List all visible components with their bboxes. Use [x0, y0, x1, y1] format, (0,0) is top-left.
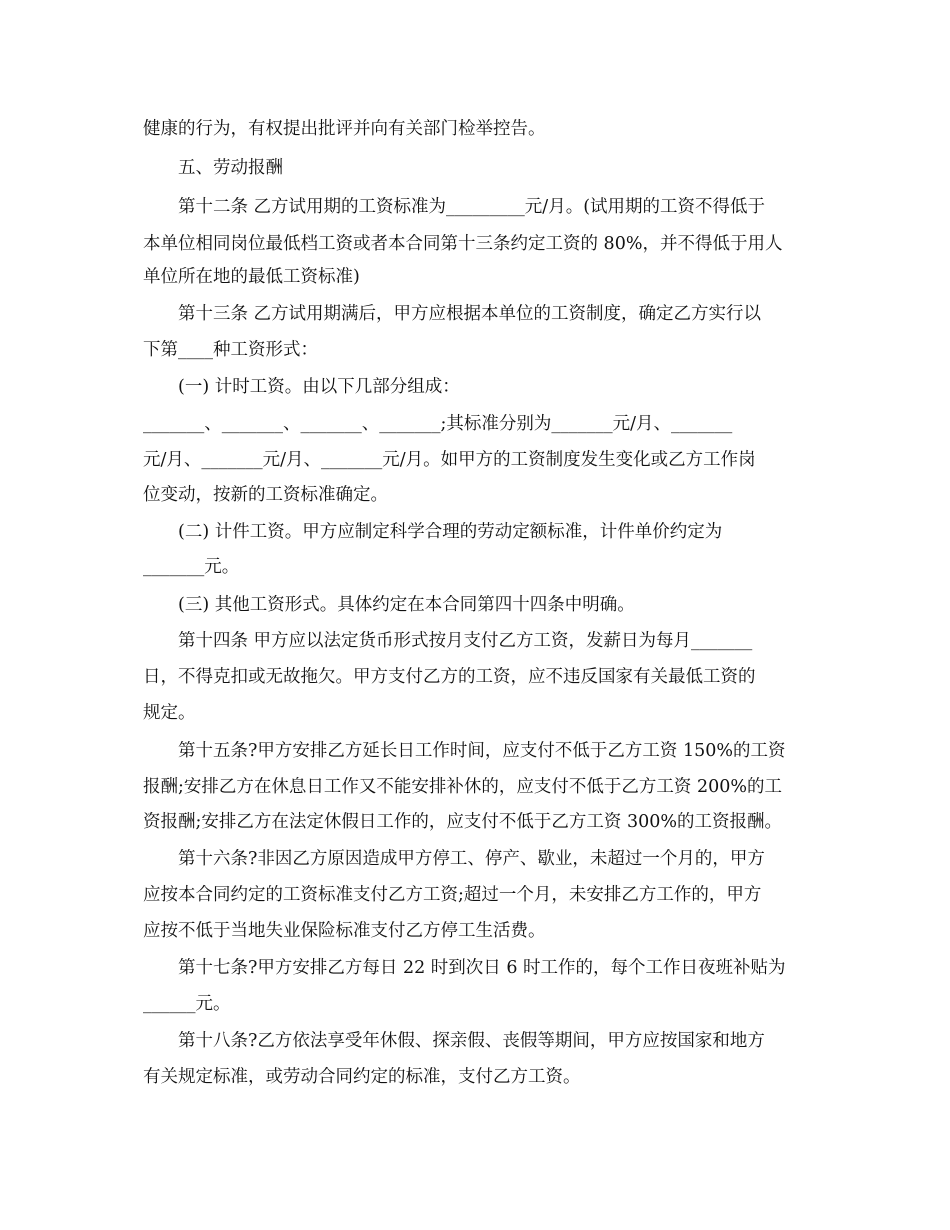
text-line: 第十八条?乙方依法享受年休假、探亲假、丧假等期间，甲方应按国家和地方 [178, 1031, 765, 1051]
text-line: (二) 计件工资。甲方应制定科学合理的劳动定额标准，计件单价约定为 [178, 522, 723, 542]
section-heading: 五、劳动报酬 [178, 158, 283, 178]
text-line: (三) 其他工资形式。具体约定在本合同第四十四条中明确。 [178, 595, 635, 615]
text-line: ______元。 [143, 994, 231, 1014]
text-line: 有关规定标准，或劳动合同约定的标准，支付乙方工资。 [143, 1067, 581, 1087]
text-line: 日，不得克扣或无故拖欠。甲方支付乙方的工资，应不违反国家有关最低工资的 [143, 667, 756, 687]
text-line: 报酬;安排乙方在休息日工作又不能安排补休的，应支付不低于乙方工资 200%的工 [143, 777, 782, 797]
text-line: 第十三条 乙方试用期满后，甲方应根据本单位的工资制度，确定乙方实行以 [178, 304, 762, 324]
text-line: 健康的行为，有权提出批评并向有关部门检举控告。 [143, 119, 546, 139]
text-line: 第十四条 甲方应以法定货币形式按月支付乙方工资，发薪日为每月_______ [178, 631, 753, 651]
text-line: 单位所在地的最低工资标准) [143, 267, 360, 287]
text-line: _______元。 [143, 557, 240, 577]
text-line: 元/月、_______元/月、_______元/月。如甲方的工资制度发生变化或乙方工作岗 [143, 450, 756, 470]
text-line: 本单位相同岗位最低档工资或者本合同第十三条约定工资的 80%，并不得低于用人 [143, 234, 783, 254]
text-line: 第十二条 乙方试用期的工资标准为_________元/月。(试用期的工资不得低于 [178, 197, 766, 217]
text-line: 第十七条?甲方安排乙方每日 22 时到次日 6 时工作的，每个工作日夜班补贴为 [178, 958, 786, 978]
text-line: (一) 计时工资。由以下几部分组成： [178, 377, 460, 397]
text-line: _______、_______、_______、_______;其标准分别为_______元/月、_______ [143, 414, 733, 434]
text-line: 应按不低于当地失业保险标准支付乙方停工生活费。 [143, 921, 546, 941]
text-line: 第十五条?甲方安排乙方延长日工作时间，应支付不低于乙方工资 150%的工资 [178, 741, 786, 761]
text-line: 规定。 [143, 703, 196, 723]
text-line: 应按本合同约定的工资标准支付乙方工资;超过一个月，未安排乙方工作的，甲方 [143, 885, 762, 905]
text-line: 位变动，按新的工资标准确定。 [143, 485, 388, 505]
text-line: 第十六条?非因乙方原因造成甲方停工、停产、歇业，未超过一个月的，甲方 [178, 849, 765, 869]
text-line: 下第____种工资形式： [143, 340, 318, 360]
text-line: 资报酬;安排乙方在法定休假日工作的，应支付不低于乙方工资 300%的工资报酬。 [143, 812, 782, 832]
